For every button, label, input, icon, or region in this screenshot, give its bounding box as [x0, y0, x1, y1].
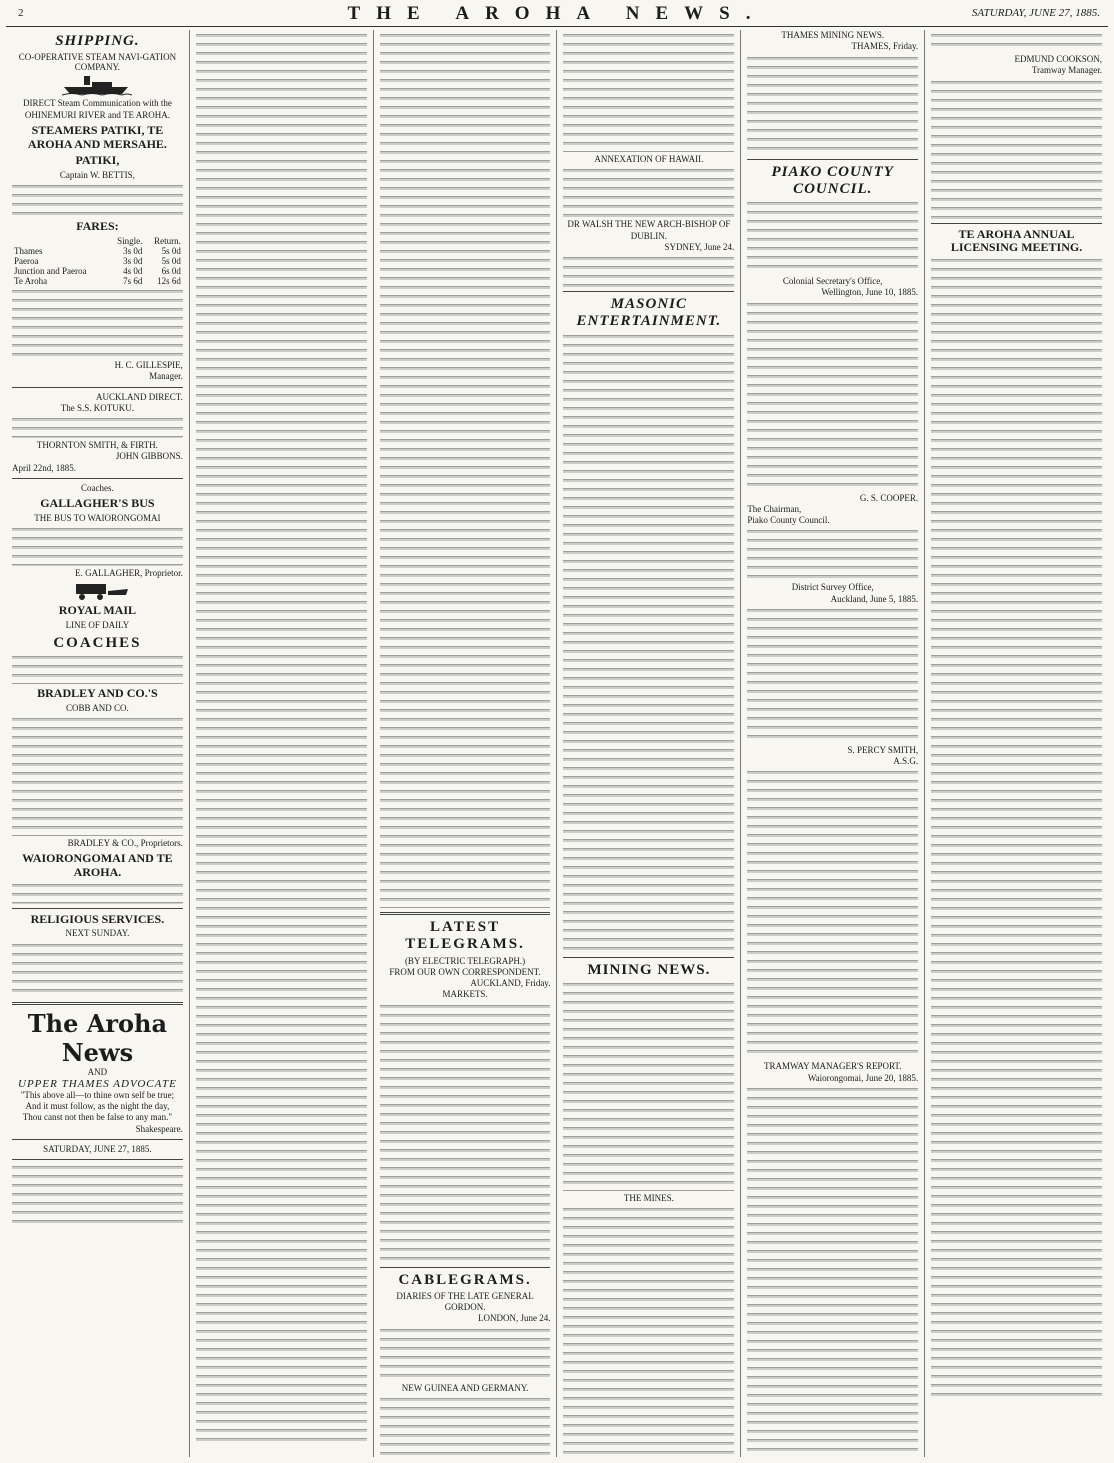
divider [12, 387, 183, 388]
masonic-text [563, 333, 734, 953]
district-survey-office: District Survey Office, [791, 582, 874, 593]
paper-subtitle: UPPER THAMES ADVOCATE [18, 1077, 177, 1090]
patiki-heading: PATIKI, [75, 153, 120, 168]
newspaper-title: THE AROHA NEWS. [347, 3, 767, 24]
bradley-text [12, 716, 183, 836]
masthead [6, 0, 1108, 27]
fare-row: Paeroa 3s 0d 5s 0d [14, 256, 181, 267]
gillespie-signature: H. C. GILLESPIE, [114, 360, 183, 371]
council-discussion-text [931, 79, 1102, 219]
navigation-company: CO-OPERATIVE STEAM NAVI-GATION COMPANY. [18, 52, 177, 73]
walsh-text [563, 255, 734, 287]
mining-news-heading: MINING NEWS. [587, 961, 711, 978]
steamship-icon [62, 74, 132, 96]
colonial-office: Colonial Secretary's Office, [782, 276, 883, 286]
annexation-heading: ANNEXATION OF HAWAII. [594, 154, 704, 164]
tramway-report-heading: TRAMWAY MANAGER'S REPORT. [763, 1061, 902, 1072]
motto-line: Thou canst not then be false to any man." [22, 1112, 173, 1123]
divider [12, 478, 183, 479]
fare-table [12, 236, 183, 286]
fare-row: Junction and Paeroa 4s 0d 6s 0d [14, 266, 181, 277]
tramway-manager-title: Tramway Manager. [1031, 65, 1102, 76]
masonic-heading: MASONIC ENTERTAINMENT. [576, 296, 722, 330]
markets-text [380, 1003, 551, 1263]
paper-and: AND [87, 1066, 108, 1077]
column-2 [190, 30, 374, 1457]
services-text [12, 942, 183, 998]
auckland-direct-heading: AUCKLAND DIRECT. [96, 391, 183, 402]
raising-loan-text [747, 769, 918, 1059]
thames-friday: THAMES, Friday. [851, 41, 919, 52]
divider [12, 1002, 183, 1005]
piako-council-heading: PIAKO COUNTY COUNCIL. [771, 163, 894, 197]
page-number: 2 [18, 7, 24, 19]
cookson-signature: EDMUND COOKSON, [1014, 54, 1102, 64]
london-dateline: LONDON, June 24. [477, 1313, 551, 1324]
april-date: April 22nd, 1885. [12, 462, 76, 473]
gordon-text [380, 1327, 551, 1381]
coaches-heading: COACHES [53, 634, 142, 651]
columns [6, 30, 1108, 1457]
fare-row: Thames 3s 0d 5s 0d [14, 246, 181, 257]
thames-mining-text [747, 55, 918, 155]
shipping-conditions-text [12, 288, 183, 358]
steamers-heading: STEAMERS PATIKI, TE AROHA AND MERSAHE. [27, 122, 167, 151]
divider [380, 1267, 551, 1268]
divider [563, 291, 734, 292]
column-4 [557, 30, 741, 1457]
gallagher-bus-text [12, 526, 183, 566]
motto-line: And it must follow, as the night the day, [25, 1101, 170, 1112]
column-5 [741, 30, 925, 1457]
piako-council-address: Piako County Council. [747, 515, 830, 525]
gallagher-bus-sub: THE BUS TO WAIORONGOMAI [34, 512, 161, 523]
licensing-text [931, 257, 1102, 1397]
licensing-heading: TE AROHA ANNUAL LICENSING MEETING. [950, 226, 1083, 255]
auckland-june-5: Auckland, June 5, 1885. [830, 593, 919, 604]
mining-returns-text [563, 981, 734, 1191]
patiki-captain: Captain W. BETTIS, [59, 170, 135, 181]
colonial-letter-text [747, 301, 918, 491]
next-sunday: NEXT SUNDAY. [65, 928, 130, 939]
waiorongomai-date: Waiorongomai, June 20, 1885. [807, 1072, 919, 1083]
asg-title: A.S.G. [893, 756, 919, 766]
editorial-continued-text [196, 32, 367, 1447]
auckland-friday: AUCKLAND, Friday. [470, 978, 551, 988]
annexation-text [563, 167, 734, 217]
walsh-heading: DR WALSH THE NEW ARCH-BISHOP OF DUBLIN. [567, 219, 731, 241]
from-own-correspondent: FROM OUR OWN CORRESPONDENT. [389, 966, 541, 977]
divider [12, 908, 183, 909]
editorial-text [12, 1164, 183, 1224]
local-news-text [380, 32, 551, 908]
tramway-closing-text [931, 32, 1102, 52]
percy-smith-signature: S. PERCY SMITH, [847, 744, 919, 755]
divider [12, 1139, 183, 1140]
fares-heading: FARES: [76, 219, 119, 234]
thornton-smith-firth: THORNTON SMITH, & FIRTH. [36, 440, 158, 451]
wellington-date: Wellington, June 10, 1885. [821, 287, 919, 298]
motto-line: "This above all—to thine own self be true; [20, 1089, 175, 1100]
gordon-diaries-heading: DIARIES OF THE LATE GENERAL GORDON. [396, 1290, 534, 1312]
column-6 [925, 30, 1108, 1457]
divider [380, 912, 551, 915]
motto-attribution: Shakespeare. [135, 1123, 183, 1134]
paper-name: The Aroha News [27, 1008, 168, 1067]
latest-telegrams-heading: LATEST TELEGRAMS. [405, 919, 525, 953]
cable-news-text [563, 32, 734, 152]
survey-letter-text [747, 607, 918, 743]
line-of-daily: LINE OF DAILY [65, 620, 130, 631]
cablegrams-heading: CABLEGRAMS. [398, 1271, 532, 1288]
thames-mining-heading: THAMES MINING NEWS. [781, 30, 885, 40]
waiorongomai-heading: WAIORONGOMAI AND TE AROHA. [22, 851, 173, 879]
bradley-heading: BRADLEY AND CO.'S [37, 685, 158, 700]
divider [931, 223, 1102, 224]
coaches-label: Coaches. [81, 482, 114, 493]
the-mines-text [563, 1206, 734, 1457]
direct-steam-notice: DIRECT Steam Communication with the OHINEMURI RIVER and TE AROHA. [23, 98, 172, 120]
issue-date-line: SATURDAY, JUNE 27, 1885. [43, 1143, 152, 1154]
fare-header-row: Single. Return. [117, 236, 181, 247]
issue-date: SATURDAY, JUNE 27, 1885. [971, 7, 1100, 19]
council-minutes-text [747, 200, 918, 274]
religious-heading: RELIGIOUS SERVICES. [30, 911, 165, 926]
coach-icon [62, 581, 132, 601]
kotuku-text [12, 416, 183, 438]
new-guinea-text [380, 1396, 551, 1456]
sydney-dateline: SYDNEY, June 24. [664, 241, 735, 252]
shipping-heading: SHIPPING. [55, 33, 140, 49]
royal-mail-heading: ROYAL MAIL [58, 603, 137, 618]
sailing-times-text [12, 183, 183, 217]
column-1 [6, 30, 190, 1457]
cobb-and-co: COBB AND CO. [66, 702, 129, 713]
kotuku-heading: The S.S. KOTUKU. [60, 402, 135, 413]
gallagher-signature: E. GALLAGHER, Proprietor. [75, 568, 183, 579]
fare-row: Te Aroha 7s 6d 12s 6d [14, 276, 181, 287]
by-electric-telegraph: (BY ELECTRIC TELEGRAPH.) [404, 955, 526, 966]
cooper-signature: G. S. COOPER. [859, 492, 919, 503]
chairman-address: The Chairman, [747, 503, 802, 514]
coaches-text [12, 654, 183, 684]
new-guinea-heading: NEW GUINEA AND GERMANY. [401, 1382, 529, 1393]
the-mines-heading: THE MINES. [623, 1192, 674, 1203]
divider [747, 159, 918, 160]
column-3 [374, 30, 558, 1457]
gallagher-bus-heading: GALLAGHER'S BUS [40, 496, 155, 511]
markets-heading: MARKETS. [442, 989, 488, 1000]
piako-letter-text [747, 528, 918, 580]
divider [563, 957, 734, 958]
waiorongomai-text [12, 882, 183, 904]
john-gibbons: JOHN GIBBONS. [115, 451, 183, 462]
divider [12, 1159, 183, 1160]
bradley-signature: BRADLEY & CO., Proprietors. [67, 837, 183, 848]
gillespie-role: Manager. [149, 371, 183, 382]
tramway-report-text [747, 1086, 918, 1457]
